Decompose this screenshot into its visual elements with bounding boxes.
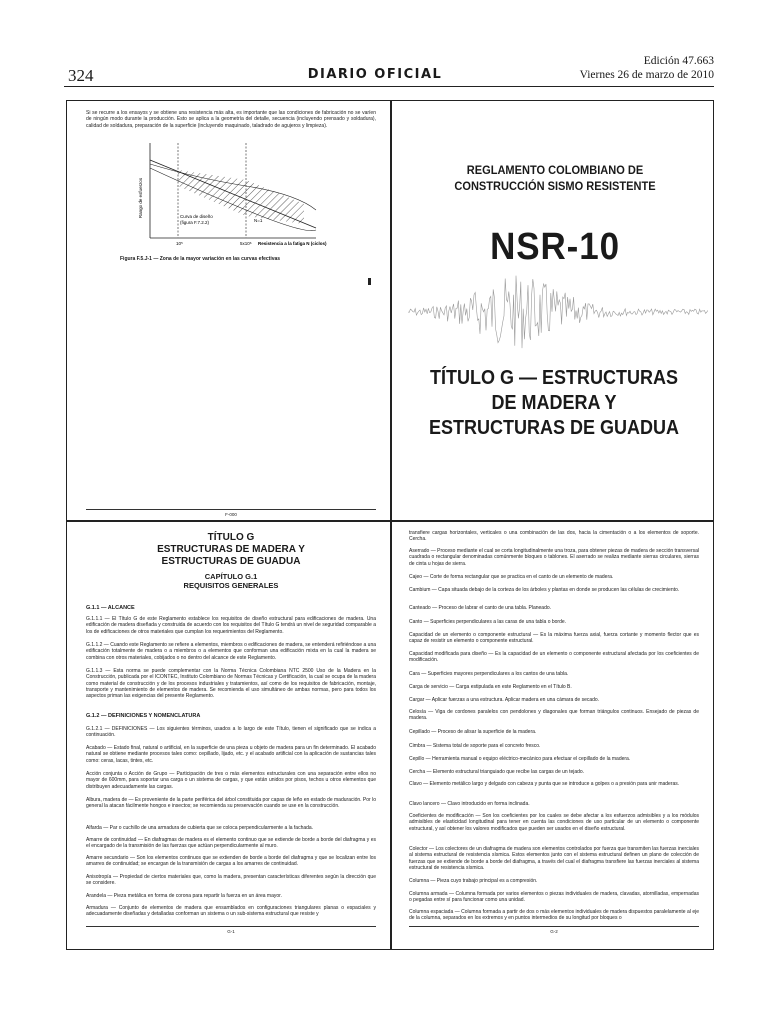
definition: Alfarda — Par o cuchillo de una armadura de cubierta que se coloca perpendicularmente a la fachada. bbox=[86, 825, 314, 831]
definition: Cercha — Elemento estructural trianguiado que recibe las cargas de un tejado. bbox=[409, 769, 585, 775]
definition: Anisotropía — Propiedad de ciertos materiales que, como la madera, presentan características diferentes según la dirección que se considere. bbox=[86, 874, 376, 887]
cover-sub-line1: TÍTULO G — ESTRUCTURAS bbox=[429, 367, 678, 389]
x-tick-1: 10⁵ bbox=[176, 241, 183, 246]
definition: Armadura — Conjunto de elementos de madera que ensamblados en configuraciones triangulares planas o espaciales y adecuadamente diseñadas y detalladas conforman un sistema o un sub-sistema estructural que resiste y bbox=[86, 905, 376, 918]
chapter-heading bbox=[86, 572, 376, 590]
definition: Cimbra — Sistema total de soporte para el concreto fresco. bbox=[409, 743, 541, 749]
definition: Columna — Pieza cuyo trabajo principal es a compresión. bbox=[409, 878, 538, 884]
definition: Amarre secundario — Son los elementos continuos que se extienden de borde a borde del diafragma y que se localizan entre los amarres de continuidad; se encargan de la transmisión de cargas a los amarres de continuidad. bbox=[86, 855, 376, 868]
definition: Aserrado — Proceso mediante el cual se corta longitudinalmente una troza, para obtener piezas de madera de sección transversal cuadrada o rectangular denominadas comúnmente bloques o tablones. El aserrado se realiza mediante sierras circulares, sierras de cinta u hojas de sierra. bbox=[409, 548, 699, 567]
cover-title bbox=[431, 162, 679, 194]
definition: Columna armada — Columna formada por varios elementos o piezas individuales de madera, clavadas, atornilladas, empernadas o pegadas entre sí para funcionar como una unidad. bbox=[409, 891, 699, 904]
end-mark bbox=[368, 278, 371, 285]
definition: Coeficientes de modificación — Son los coeficientes por los cuales se debe afectar a los esfuerzos admisibles y a los módulos admisibles de elasticidad longitudinal para tener en cuenta las condiciones de uso particular de un elemento o componente estructural, y así obtener los valores modificados que pueden ser usados en el diseño estructural. bbox=[409, 813, 699, 832]
definition: Cepillado — Proceso de alisar la superficie de la madera. bbox=[409, 729, 537, 735]
footer-rule-2 bbox=[86, 926, 376, 927]
definition: Acción conjunta o Acción de Grupo — Participación de tres o más elementos estructurales con una separación entre ellos no mayor de 600mm, para soportar una carga o un sistema de cargas, y que están unidos por pisos, techos u otros elementos que distribuyen adecuadamente las cargas. bbox=[86, 771, 376, 790]
page-id-g1: G-1 bbox=[227, 929, 235, 934]
definition: Cargar — Aplicar fuerzas a una estructura. Aplicar madera en una cámara de secado. bbox=[409, 697, 600, 703]
definition: Clavo — Elemento metálico largo y delgado con cabeza y punta que se introduce a golpes o a presión para unir maderas. bbox=[409, 781, 680, 787]
section-heading-alcance: G.1.1 — ALCANCE bbox=[86, 605, 135, 611]
edition-info bbox=[580, 54, 714, 82]
definition: Clavo lancero — Clavo introducido en forma inclinada. bbox=[409, 801, 530, 807]
chapter-line1: CAPÍTULO G.1 bbox=[204, 572, 258, 581]
definition: Amarre de continuidad — En diafragmas de madera es el elemento continuo que se extiende de borde a borde del diafragma y es el encargado de la transmisión de las fuerzas que actúan perpendicularmente al muro. bbox=[86, 837, 376, 850]
paragraph: G.1.1.2 — Cuando este Reglamento se refiere a elementos, miembros o edificaciones de madera, se entenderá refiriéndose a una edificación totalmente de madera o a miembros o a elementos que conforman una edificación mixta en la cual la madera se combina con otros materiales, cobijados o no dentro del alcance de este Reglamento. bbox=[86, 642, 376, 661]
x-tick-2: 5x10⁶ bbox=[240, 241, 252, 246]
fatigue-figure bbox=[136, 138, 336, 258]
definition: transfiere cargas horizontales, verticales o una combinación de las dos, hacia la cimentación o a los elementos de soporte. Cercha. bbox=[409, 530, 699, 543]
definition: Columna espaciada — Columna formada a partir de dos o más elementos individuales de madera dispuestos paralelamente al eje de la columna, separados en los extremos y en puntos intermedios de su longitud por bloques o bbox=[409, 909, 699, 922]
footer-rule-1 bbox=[86, 509, 376, 510]
seismogram-trace bbox=[408, 276, 708, 349]
curve-label-1: Curva de diseño bbox=[180, 214, 213, 219]
definition: Capacidad modificada para diseño — Es la capacidad de un elemento o componente estructural afectada por los coeficientes de modificación. bbox=[409, 651, 699, 664]
design-curve bbox=[150, 160, 316, 228]
definition: Capacidad de un elemento o componente estructural — Es la máxima fuerza axial, fuerza cortante y momento flector que es capaz de resistir un elemento o componente estructural. bbox=[409, 632, 699, 645]
cover-code: NSR-10 bbox=[490, 226, 620, 268]
header-rule bbox=[64, 86, 714, 87]
paragraph: G.1.2.1 — DEFINICIONES — Los siguientes términos, usados a lo largo de este Título, tienen el significado que se indica a continuación. bbox=[86, 726, 376, 739]
title-g-line2: ESTRUCTURAS DE MADERA Y bbox=[157, 544, 305, 555]
chapter-line2: REQUISITOS GENERALES bbox=[183, 581, 279, 590]
definition: Albura, madera de — Es proveniente de la parte periférica del árbol constituida por capas de leño en estado de maduración. Por lo general la atacan fácilmente hongos e insectos; se recomienda su preservación cuando se use en la construcción. bbox=[86, 797, 376, 810]
title-g-heading bbox=[86, 532, 376, 568]
page-header bbox=[0, 0, 768, 100]
definition: Colector — Los colectores de un diafragma de madera son elementos controlados por fuerza que transmiten las fuerzas inerciales al sistema estructural de resistencia sísmica. Estos elementos junto con el sistema estructural definen un plano de colección de fuerzas que se extiende de borde a borde del diafragma, a través del cual el diafragma transfiere las fuerzas inerciales al sistema estructural de resistencia sísmica. bbox=[409, 846, 699, 871]
x-axis-label: Resistencia a la fatiga N (ciclos) bbox=[258, 241, 327, 246]
intro-paragraph: Si se recurre a los ensayos y se obtiene una resistencia más alta, es importante que las condiciones de fabricación no se varíen de ningún modo durante la producción. Esto se aplica a la geometría del detalle, secuencia (incluyendo prensado y soldadura), calidad de soldadura, preparación de la superficie (incluyendo maquinado, taladrado de agujeros y limpieza). bbox=[86, 110, 376, 129]
definition: Celosía — Viga de cordones paralelos con pendolones y diagonales que forman triángulos continuos. Ensejado de piezas de madera. bbox=[409, 709, 699, 722]
definition: Carga de servicio — Carga estipulada en este Reglamento en el Título B. bbox=[409, 684, 572, 690]
definition: Canteado — Proceso de labrar el canto de una tabla. Planeado. bbox=[409, 605, 552, 611]
seismogram-graphic bbox=[408, 272, 708, 352]
y-axis-label: Rango de esfuerzos bbox=[138, 177, 143, 219]
paragraph: G.1.1.3 — Esta norma se puede complementar con la Norma Técnica Colombiana NTC 2500 Uso de la Madera en la Construcción, publicada por el ICONTEC, Instituto Colombiano de Normas Técnicas y Certificación, la cual se ocupa de la madera como material de construcción y de los procesos industriales y tratamientos, así como de los requisitos de fabricación, montaje, transporte y mantenimiento de elementos de madera. Se recomienda el uso simultáneo de ambas normas, pero para todos los aspectos priman las exigencias del presente Reglamento. bbox=[86, 668, 376, 700]
definition: Canto — Superficies perpendiculares a las caras de una tabla o borde. bbox=[409, 619, 567, 625]
row-divider bbox=[66, 520, 714, 522]
definition: Cajeo — Corte de forma rectangular que se practica en el canto de un elemento de madera. bbox=[409, 574, 614, 580]
page-id-f: F-000 bbox=[225, 512, 237, 517]
cover-subtitle bbox=[428, 366, 680, 441]
publication-name: DIARIO OFICIAL bbox=[307, 67, 443, 82]
edition-number: Edición 47.663 bbox=[643, 55, 714, 67]
page-id-g2: G-2 bbox=[550, 929, 558, 934]
figure-caption: Figura F.5.J-1 — Zona de la mayor variación en las curvas efectivas bbox=[120, 256, 281, 262]
paragraph: G.1.1.1 — El Título G de este Reglamento establece los requisitos de diseño estructural para edificaciones de madera. Una edificación de madera diseñada y construida de acuerdo con los requisitos del Título G tendrá un nivel de seguridad comparable a los de edificaciones de otros materiales que cumplan los requerimientos del Reglamento. bbox=[86, 616, 376, 635]
page-number: 324 bbox=[68, 66, 94, 85]
cover-sub-line2: DE MADERA Y bbox=[491, 392, 617, 414]
cover-title-line2: CONSTRUCCIÓN SISMO RESISTENTE bbox=[454, 179, 656, 193]
definition: Cepillo — Herramienta manual o equipo eléctrico-mecánico para efectuar el cepillado de la madera. bbox=[409, 756, 631, 762]
section-heading-definiciones: G.1.2 — DEFINICIONES Y NOMENCLATURA bbox=[86, 713, 201, 719]
curve-label-2: (figura F.7.2.2) bbox=[180, 220, 210, 225]
region-label: N=1 bbox=[254, 218, 263, 223]
column-divider bbox=[390, 100, 392, 950]
definition: Cambium — Capa situada debajo de la corteza de los árboles y plantas en donde se producen las células de crecimiento. bbox=[409, 587, 680, 593]
definition: Arandela — Pieza metálica en forma de corona para repartir la fuerza en un área mayor. bbox=[86, 893, 282, 899]
title-g-line3: ESTRUCTURAS DE GUADUA bbox=[161, 556, 301, 567]
edition-date: Viernes 26 de marzo de 2010 bbox=[579, 69, 714, 81]
definition: Acabado — Estado final, natural o artificial, en la superficie de una pieza u objeto de madera para un fin determinado. El acabado natural se obtiene mediante procesos tales como: cepillado, lijado, etc. y el acabado artificial con la aplicación de sustancias tales como: ceras, lacas, tintes, etc. bbox=[86, 745, 376, 764]
definition: Cara — Superficies mayores perpendiculares a los cantos de una tabla. bbox=[409, 671, 569, 677]
cover-title-line1: REGLAMENTO COLOMBIANO DE bbox=[466, 163, 644, 177]
title-g-line1: TÍTULO G bbox=[207, 532, 255, 543]
footer-rule-3 bbox=[409, 926, 699, 927]
cover-sub-line3: ESTRUCTURAS DE GUADUA bbox=[428, 417, 680, 439]
